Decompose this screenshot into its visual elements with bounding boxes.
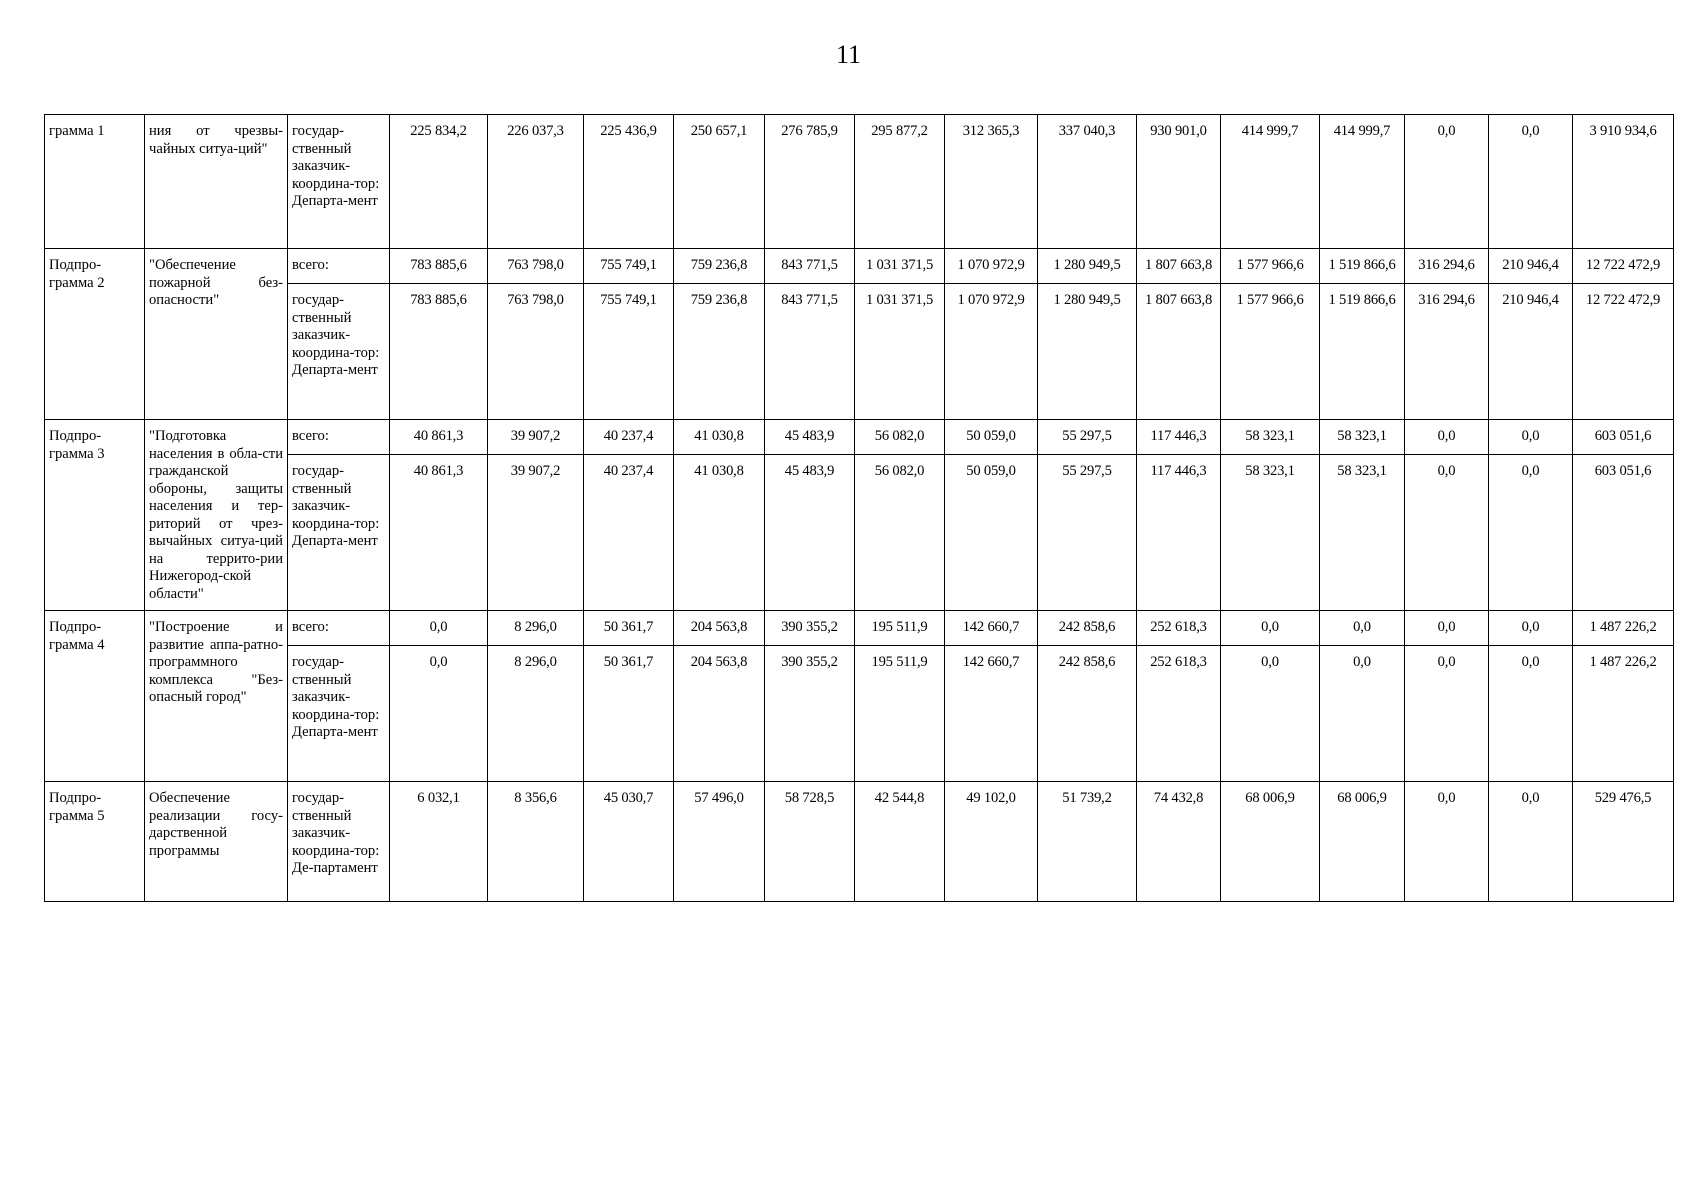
amount-cell: 930 901,0 [1137,115,1221,249]
amount-cell: 603 051,6 [1573,420,1674,455]
amount-cell: 843 771,5 [765,249,855,284]
amount-cell: 225 834,2 [390,115,488,249]
amount-cell: 8 356,6 [488,782,584,902]
amount-cell: 0,0 [1320,646,1405,782]
subprogram-label: Подпро-грамма 5 [45,782,145,902]
amount-cell: 1 807 663,8 [1137,284,1221,420]
subprogram-name: Обеспечение реализации госу-дарственной программы [145,782,288,902]
amount-cell: 763 798,0 [488,249,584,284]
amount-cell: 1 031 371,5 [855,284,945,420]
amount-cell: 1 487 226,2 [1573,611,1674,646]
amount-cell: 68 006,9 [1320,782,1405,902]
amount-cell: 763 798,0 [488,284,584,420]
amount-cell: 0,0 [1405,782,1489,902]
amount-cell: 68 006,9 [1221,782,1320,902]
subprogram-label: Подпро-грамма 2 [45,249,145,420]
amount-cell: 45 483,9 [765,420,855,455]
amount-cell: 56 082,0 [855,455,945,611]
amount-cell: 390 355,2 [765,646,855,782]
amount-cell: 242 858,6 [1038,646,1137,782]
amount-cell: 414 999,7 [1320,115,1405,249]
amount-cell: 0,0 [390,646,488,782]
amount-cell: 0,0 [1489,782,1573,902]
subprogram-label: Подпро-грамма 4 [45,611,145,782]
amount-cell: 1 577 966,6 [1221,284,1320,420]
funding-role: всего: [288,249,390,284]
amount-cell: 603 051,6 [1573,455,1674,611]
amount-cell: 58 323,1 [1320,420,1405,455]
table-row [45,646,1674,782]
amount-cell: 0,0 [1489,611,1573,646]
amount-cell: 529 476,5 [1573,782,1674,902]
amount-cell: 1 031 371,5 [855,249,945,284]
amount-cell: 0,0 [1221,611,1320,646]
amount-cell: 1 519 866,6 [1320,249,1405,284]
amount-cell: 1 519 866,6 [1320,284,1405,420]
subprogram-name: "Подготовка населения в обла-сти гражданской обороны, защиты населения и тер-риторий от чрез-вычайных ситуа-ций на террито-рии Нижегород-ской области" [145,420,288,611]
amount-cell: 210 946,4 [1489,284,1573,420]
table-row [45,115,1674,249]
amount-cell: 783 885,6 [390,249,488,284]
subprogram-name: ния от чрезвы-чайных ситуа-ций" [145,115,288,249]
funding-role: государ-ственный заказчик-координа-тор: Департа-мент [288,284,390,420]
amount-cell: 210 946,4 [1489,249,1573,284]
amount-cell: 142 660,7 [945,646,1038,782]
amount-cell: 57 496,0 [674,782,765,902]
amount-cell: 195 511,9 [855,646,945,782]
amount-cell: 8 296,0 [488,646,584,782]
amount-cell: 0,0 [1405,420,1489,455]
amount-cell: 142 660,7 [945,611,1038,646]
amount-cell: 783 885,6 [390,284,488,420]
amount-cell: 6 032,1 [390,782,488,902]
amount-cell: 843 771,5 [765,284,855,420]
amount-cell: 0,0 [1405,611,1489,646]
amount-cell: 0,0 [390,611,488,646]
amount-cell: 50 361,7 [584,611,674,646]
amount-cell: 74 432,8 [1137,782,1221,902]
amount-cell: 58 323,1 [1221,455,1320,611]
amount-cell: 316 294,6 [1405,284,1489,420]
amount-cell: 0,0 [1405,646,1489,782]
amount-cell: 1 577 966,6 [1221,249,1320,284]
amount-cell: 755 749,1 [584,284,674,420]
amount-cell: 50 059,0 [945,455,1038,611]
amount-cell: 0,0 [1489,455,1573,611]
amount-cell: 40 237,4 [584,455,674,611]
amount-cell: 56 082,0 [855,420,945,455]
amount-cell: 58 728,5 [765,782,855,902]
amount-cell: 276 785,9 [765,115,855,249]
amount-cell: 0,0 [1221,646,1320,782]
amount-cell: 312 365,3 [945,115,1038,249]
amount-cell: 39 907,2 [488,455,584,611]
amount-cell: 55 297,5 [1038,420,1137,455]
table-row [45,611,1674,646]
amount-cell: 39 907,2 [488,420,584,455]
amount-cell: 58 323,1 [1221,420,1320,455]
amount-cell: 316 294,6 [1405,249,1489,284]
amount-cell: 117 446,3 [1137,420,1221,455]
amount-cell: 390 355,2 [765,611,855,646]
amount-cell: 0,0 [1489,115,1573,249]
subprogram-name: "Обеспечение пожарной без-опасности" [145,249,288,420]
amount-cell: 195 511,9 [855,611,945,646]
amount-cell: 50 059,0 [945,420,1038,455]
amount-cell: 252 618,3 [1137,646,1221,782]
amount-cell: 226 037,3 [488,115,584,249]
amount-cell: 414 999,7 [1221,115,1320,249]
amount-cell: 8 296,0 [488,611,584,646]
amount-cell: 759 236,8 [674,249,765,284]
amount-cell: 250 657,1 [674,115,765,249]
amount-cell: 50 361,7 [584,646,674,782]
amount-cell: 0,0 [1489,420,1573,455]
amount-cell: 41 030,8 [674,455,765,611]
amount-cell: 295 877,2 [855,115,945,249]
amount-cell: 204 563,8 [674,646,765,782]
funding-role: государ-ственный заказчик-координа-тор: Де-партамент [288,782,390,902]
table-row [45,782,1674,902]
amount-cell: 40 861,3 [390,455,488,611]
subprogram-label: Подпро-грамма 3 [45,420,145,611]
amount-cell: 51 739,2 [1038,782,1137,902]
amount-cell: 0,0 [1489,646,1573,782]
amount-cell: 49 102,0 [945,782,1038,902]
amount-cell: 12 722 472,9 [1573,284,1674,420]
amount-cell: 45 483,9 [765,455,855,611]
amount-cell: 40 237,4 [584,420,674,455]
amount-cell: 252 618,3 [1137,611,1221,646]
amount-cell: 759 236,8 [674,284,765,420]
amount-cell: 225 436,9 [584,115,674,249]
amount-cell: 0,0 [1405,455,1489,611]
funding-role: всего: [288,420,390,455]
amount-cell: 0,0 [1320,611,1405,646]
amount-cell: 58 323,1 [1320,455,1405,611]
amount-cell: 0,0 [1405,115,1489,249]
amount-cell: 242 858,6 [1038,611,1137,646]
amount-cell: 1 487 226,2 [1573,646,1674,782]
subprogram-label: грамма 1 [45,115,145,249]
table-row [45,420,1674,455]
budget-table [44,114,1674,902]
amount-cell: 1 280 949,5 [1038,284,1137,420]
amount-cell: 55 297,5 [1038,455,1137,611]
amount-cell: 12 722 472,9 [1573,249,1674,284]
amount-cell: 1 807 663,8 [1137,249,1221,284]
subprogram-name: "Построение и развитие аппа-ратно-программного комплекса "Без-опасный город" [145,611,288,782]
funding-role: государ-ственный заказчик-координа-тор: Департа-мент [288,115,390,249]
funding-role: государ-ственный заказчик-координа-тор: Департа-мент [288,455,390,611]
funding-role: государ-ственный заказчик-координа-тор: Департа-мент [288,646,390,782]
table-row [45,249,1674,284]
amount-cell: 3 910 934,6 [1573,115,1674,249]
table-row [45,284,1674,420]
amount-cell: 204 563,8 [674,611,765,646]
amount-cell: 755 749,1 [584,249,674,284]
amount-cell: 1 070 972,9 [945,249,1038,284]
amount-cell: 1 070 972,9 [945,284,1038,420]
amount-cell: 117 446,3 [1137,455,1221,611]
page-number: 11 [835,40,862,69]
funding-role: всего: [288,611,390,646]
amount-cell: 41 030,8 [674,420,765,455]
amount-cell: 40 861,3 [390,420,488,455]
amount-cell: 1 280 949,5 [1038,249,1137,284]
amount-cell: 42 544,8 [855,782,945,902]
amount-cell: 337 040,3 [1038,115,1137,249]
table-row [45,455,1674,611]
amount-cell: 45 030,7 [584,782,674,902]
